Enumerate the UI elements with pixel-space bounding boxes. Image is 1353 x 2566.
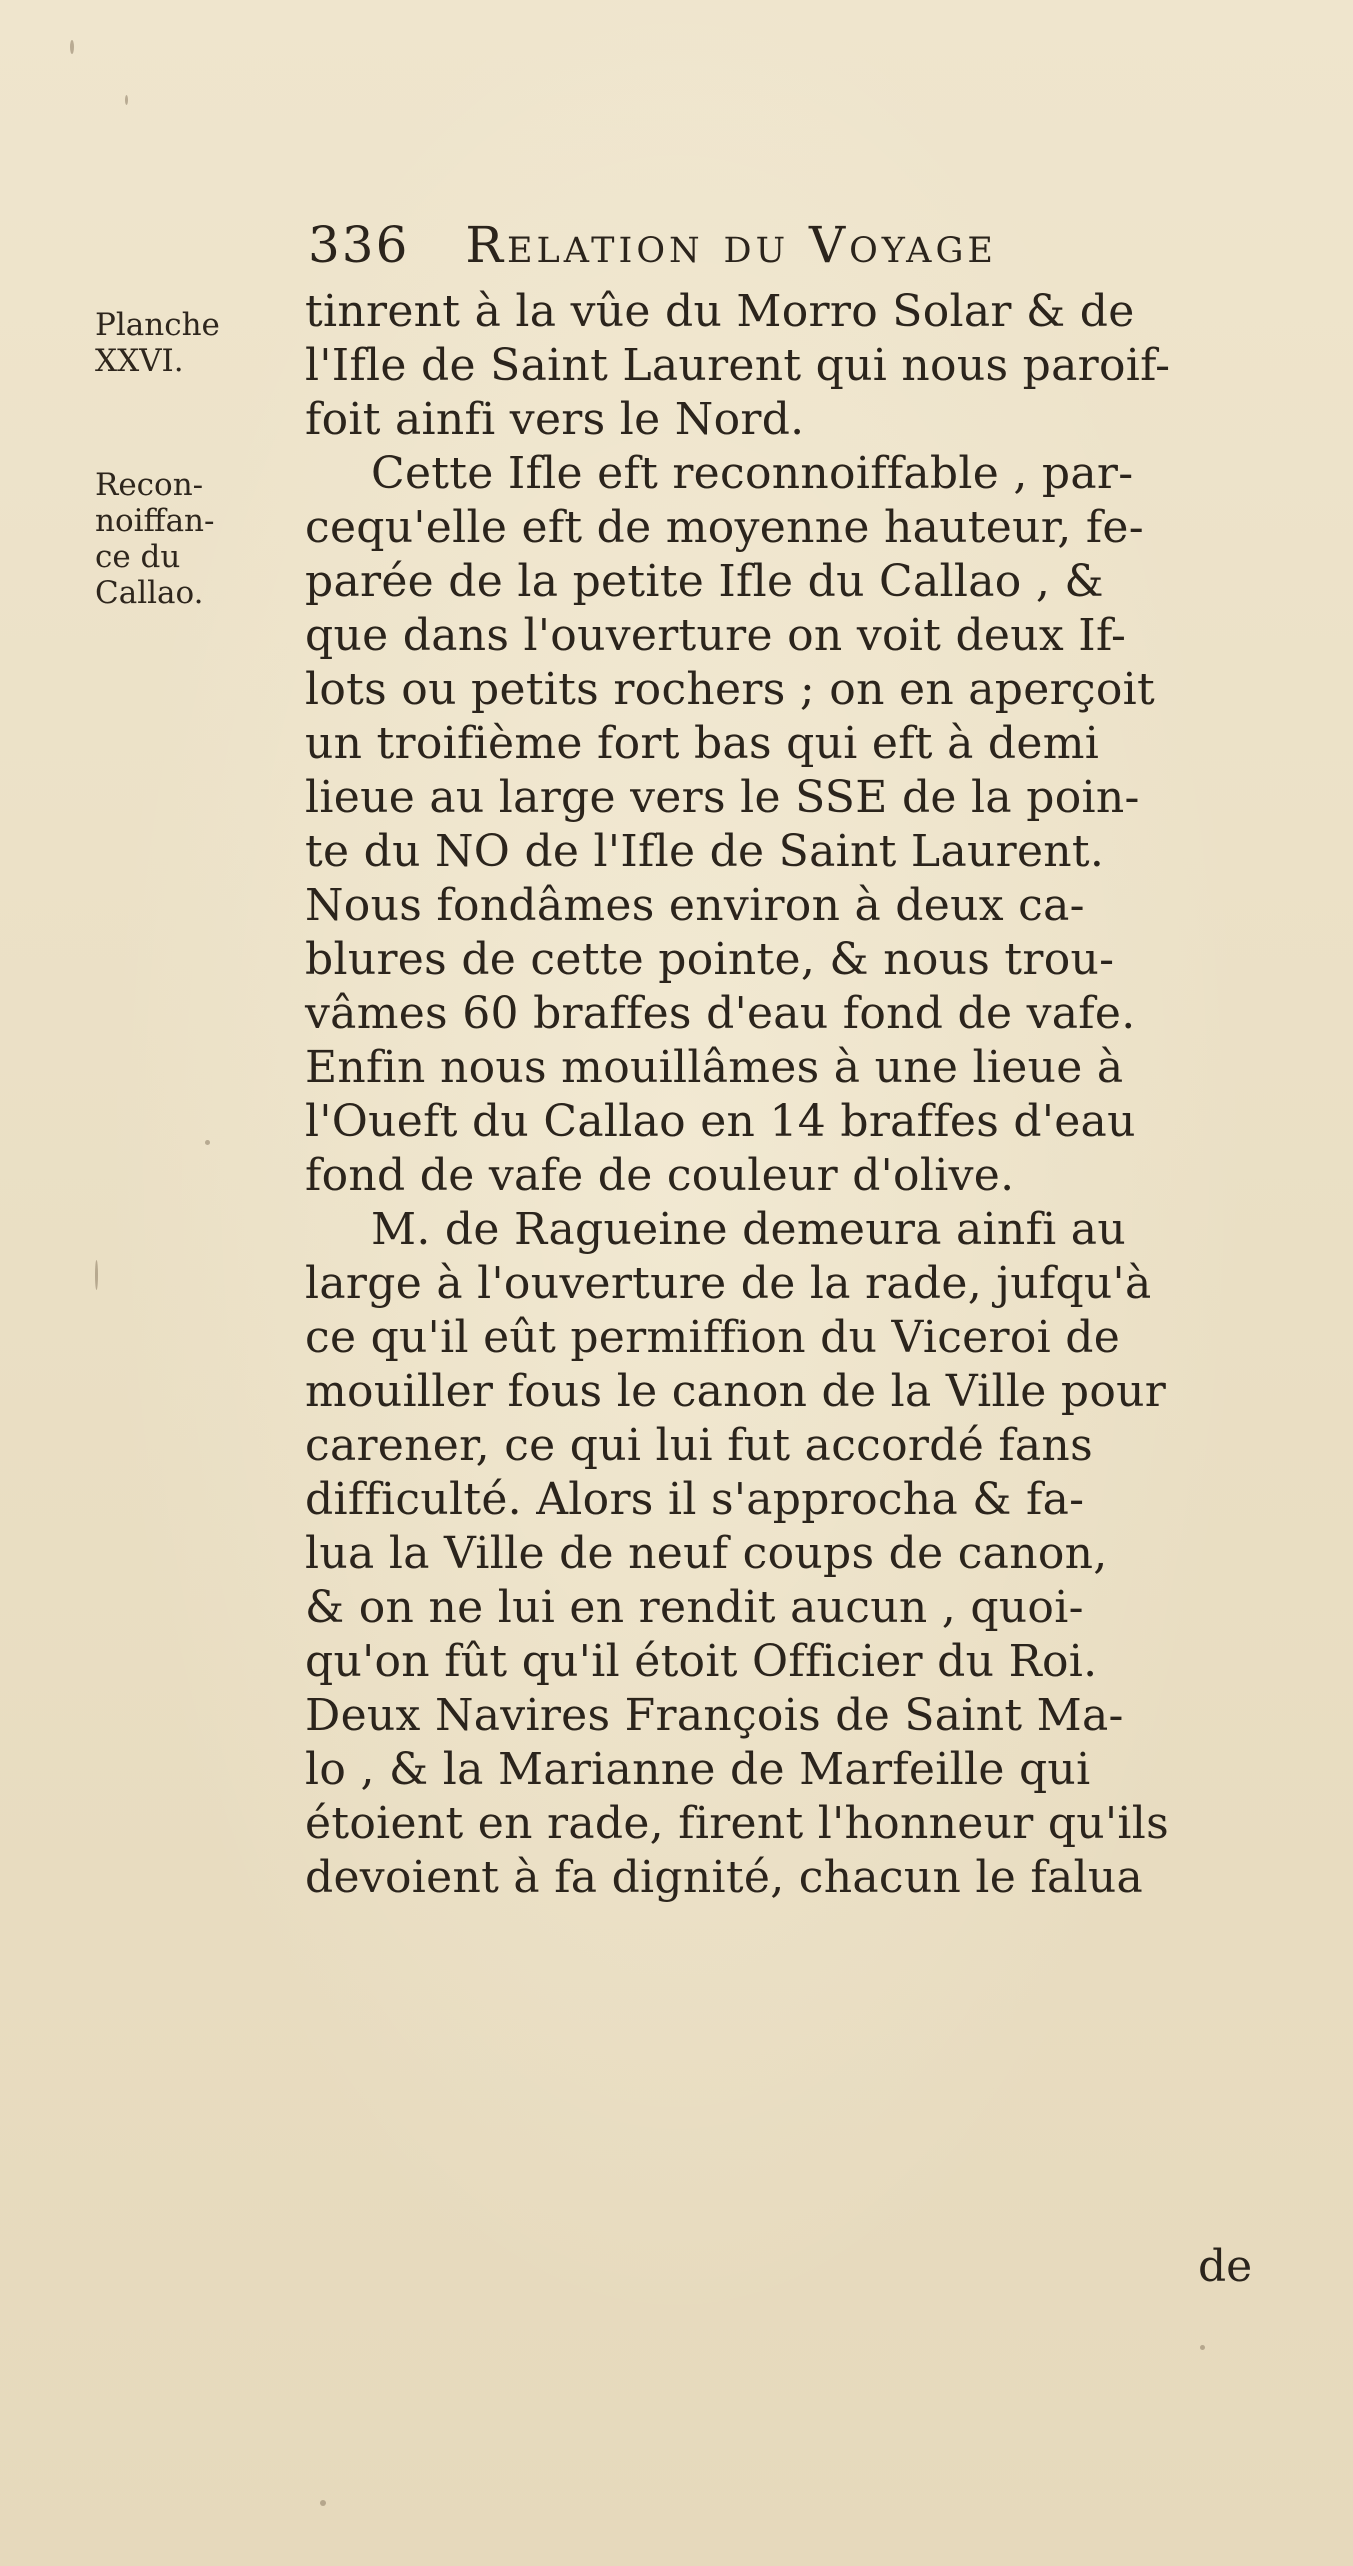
- text-line: foit ainfi vers le Nord.: [305, 394, 805, 445]
- text-line: cequ'elle eft de moyenne hauteur, fe-: [305, 502, 1144, 553]
- paper-speck: [95, 1260, 98, 1290]
- text-line: devoient à fa dignité, chacun le falua: [305, 1852, 1144, 1903]
- text-line: l'Ifle de Saint Laurent qui nous paroif-: [305, 340, 1171, 391]
- paper-speck: [320, 2500, 326, 2506]
- text-line: difficulté. Alors il s'approcha & fa-: [305, 1474, 1085, 1525]
- text-line: Cette Ifle eft reconnoiffable , par-: [371, 448, 1134, 499]
- paper-speck: [205, 1140, 210, 1145]
- text-line: large à l'ouverture de la rade, jufqu'à: [305, 1258, 1152, 1309]
- text-line: Deux Navires François de Saint Ma-: [305, 1690, 1124, 1741]
- text-line: tinrent à la vûe du Morro Solar & de: [305, 286, 1135, 337]
- text-line: carener, ce qui lui fut accordé fans: [305, 1420, 1093, 1471]
- text-line: lua la Ville de neuf coups de canon,: [305, 1528, 1108, 1579]
- paper-speck: [70, 40, 74, 54]
- body-text: [305, 285, 1305, 1905]
- text-line: lots ou petits rochers ; on en aperçoit: [305, 664, 1156, 715]
- catchword: de: [1198, 2241, 1253, 2292]
- text-line: te du NO de l'Ifle de Saint Laurent.: [305, 826, 1105, 877]
- text-line: & on ne lui en rendit aucun , quoi-: [305, 1582, 1084, 1633]
- text-line: un troifième fort bas qui eft à demi: [305, 718, 1100, 769]
- text-line: étoient en rade, firent l'honneur qu'ils: [305, 1798, 1169, 1849]
- page-number: 336: [308, 216, 410, 274]
- text-line: blures de cette pointe, & nous trou-: [305, 934, 1115, 985]
- text-line: ce qu'il eût permiffion du Viceroi de: [305, 1312, 1121, 1363]
- text-line: fond de vafe de couleur d'olive.: [305, 1150, 1015, 1201]
- paper-speck: [1200, 2345, 1205, 2350]
- text-line: M. de Ragueine demeura ainfi au: [371, 1204, 1126, 1255]
- text-line: Enfin nous mouillâmes à une lieue à: [305, 1042, 1124, 1093]
- text-line: mouiller fous le canon de la Ville pour: [305, 1366, 1167, 1417]
- text-line: qu'on fût qu'il étoit Officier du Roi.: [305, 1636, 1098, 1687]
- text-line: l'Oueft du Callao en 14 braffes d'eau: [305, 1096, 1136, 1147]
- margin-note-reconnaissance: Recon- noiffan- ce du Callao.: [95, 467, 215, 611]
- text-line: que dans l'ouverture on voit deux If-: [305, 610, 1127, 661]
- text-line: vâmes 60 braffes d'eau fond de vafe.: [305, 988, 1136, 1039]
- paper-speck: [125, 95, 128, 105]
- text-line: lo , & la Marianne de Marfeille qui: [305, 1744, 1091, 1795]
- margin-note-plate: Planche XXVI.: [95, 307, 220, 379]
- text-line: parée de la petite Ifle du Callao , &: [305, 556, 1104, 607]
- running-head: Relation du Voyage: [465, 216, 997, 274]
- text-line: Nous fondâmes environ à deux ca-: [305, 880, 1085, 931]
- page-header: [308, 205, 1188, 285]
- text-line: lieue au large vers le SSE de la poin-: [305, 772, 1140, 823]
